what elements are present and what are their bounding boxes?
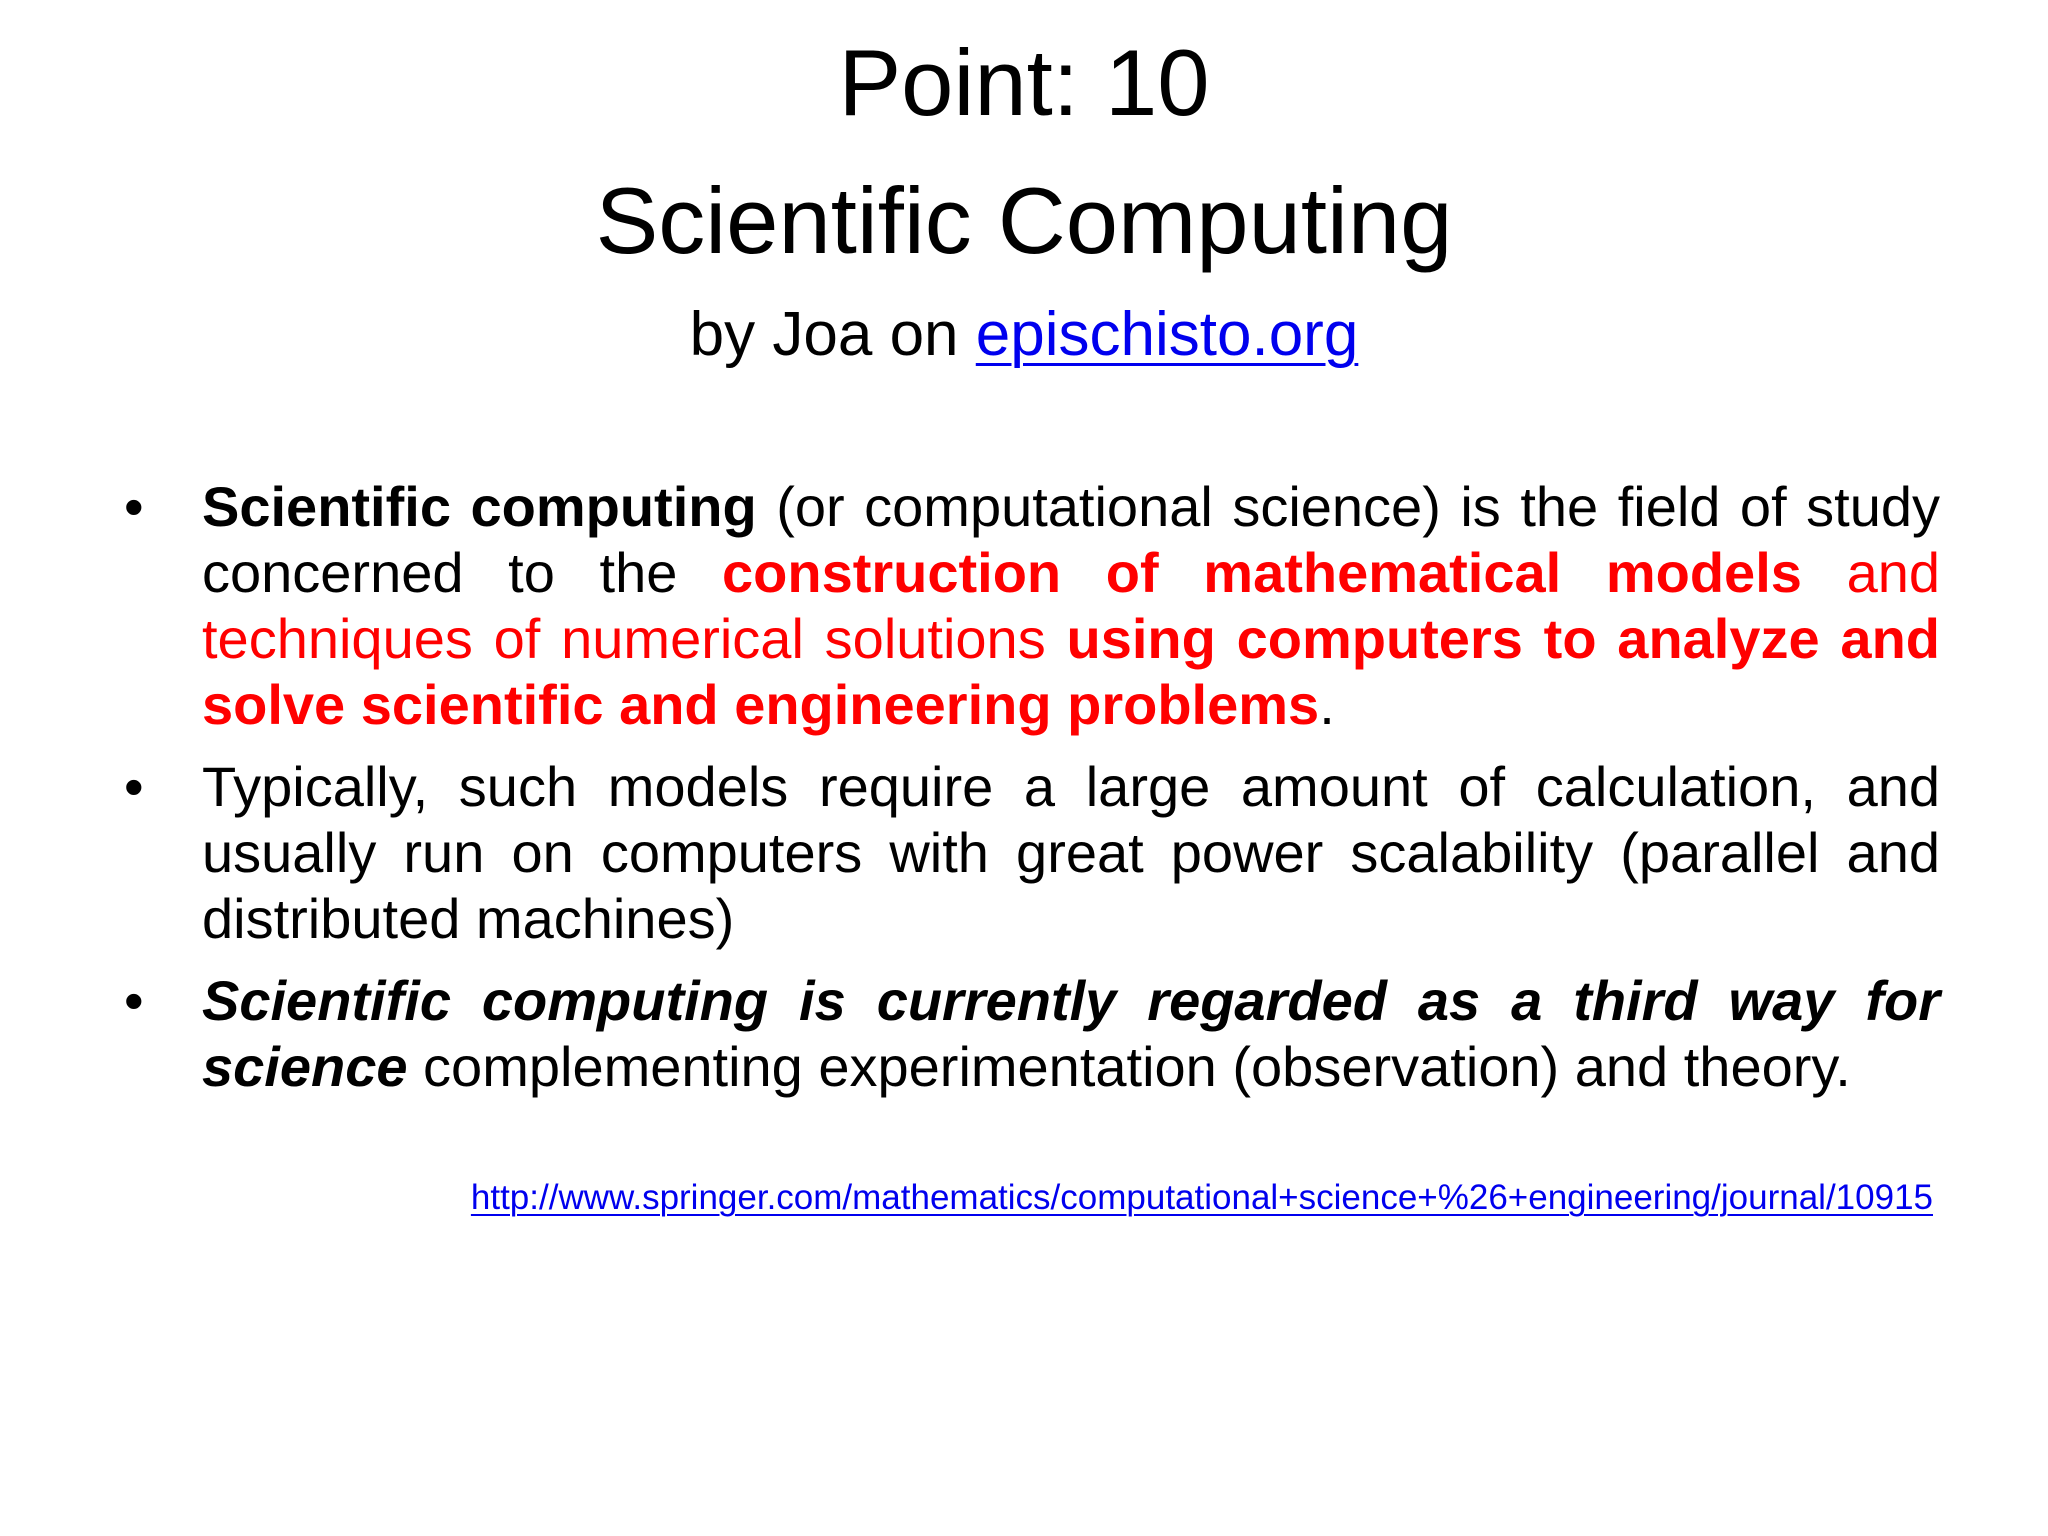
bullet-marker: •	[124, 755, 144, 818]
bullet-marker: •	[124, 969, 144, 1032]
byline-site-link[interactable]: epischisto.org	[975, 300, 1359, 369]
third-way-text: complementing experimentation (observation) and theory.	[407, 1035, 1851, 1098]
reference-link[interactable]: http://www.springer.com/mathematics/computational+science+%26+engineering/journal/10915	[470, 1178, 1933, 1217]
calculation-text: Typically, such models require a large amount of calculation, and usually run on computers with great power scalability (parallel and distributed machines)	[202, 755, 1940, 950]
highlight-using-computers: using computers to analyze and solve scientific and engineering problems	[202, 607, 1940, 736]
reference	[0, 1174, 1933, 1222]
bullet-list	[124, 474, 1941, 1116]
byline	[0, 290, 2048, 380]
bullet-marker: •	[124, 475, 144, 538]
bullet-item-definition	[124, 474, 1941, 738]
highlight-numerical-solutions: and techniques of numerical solutions	[202, 541, 1941, 670]
definition-text: (or computational science) is the field of study concerned to the	[202, 475, 1941, 604]
third-way-emphasis: Scientific computing is currently regarded as a third way for science	[202, 969, 1940, 1098]
term-scientific-computing: Scientific computing	[202, 475, 757, 538]
definition-period: .	[1319, 673, 1335, 736]
slide-title-point: Point: 10	[838, 30, 1210, 135]
highlight-mathematical-models: construction of mathematical models	[722, 541, 1802, 604]
title-block	[0, 14, 2048, 380]
bullet-item-calculation	[124, 754, 1940, 952]
bullet-item-third-way	[124, 968, 1940, 1100]
slide-title-topic: Scientific Computing	[595, 168, 1453, 273]
byline-prefix: by Joa on	[689, 300, 976, 369]
